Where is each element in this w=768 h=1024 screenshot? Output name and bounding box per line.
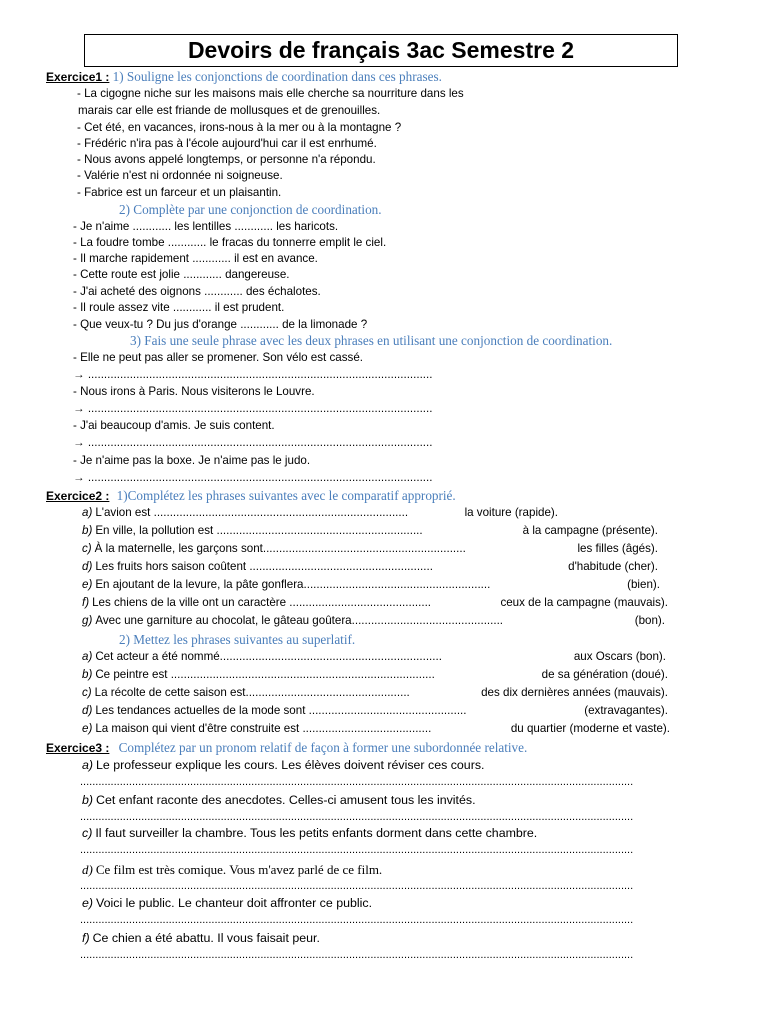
ex1-fill-sentence: - Que veux-tu ? Du jus d'orange ............ de la limonade ? <box>73 318 368 331</box>
superlative-item <box>82 667 435 682</box>
answer-dotted-line[interactable]: ..................................................................................................................................................................................... <box>80 880 634 892</box>
ex1-sentence: - Frédéric n'ira pas à l'école aujourd'hui car il est enrhumé. <box>77 137 377 150</box>
answer-dotted-line[interactable]: ..................................................................................................................................................................................... <box>80 949 634 961</box>
item-hint: la voiture (rapide). <box>464 506 558 519</box>
exercise1-instruction-1: 1) Souligne les conjonctions de coordination dans ces phrases. <box>112 69 442 84</box>
item-letter: a) <box>82 650 93 663</box>
superlative-item <box>82 649 442 664</box>
item-text: Voici le public. Le chanteur doit affronter ce public. <box>96 896 373 910</box>
answer-dotted-line[interactable]: ..................................................................................................................................................................................... <box>80 811 634 823</box>
item-letter: b) <box>82 668 93 681</box>
item-letter: e) <box>82 896 94 910</box>
item-letter: c) <box>82 686 92 699</box>
exercise2-instruction-1: 1)Complétez les phrases suivantes avec le comparatif approprié. <box>116 488 456 503</box>
ex1-sentence: - Valérie n'est ni ordonnée ni soigneuse. <box>77 169 283 182</box>
ex1-answer-line[interactable]: → ........................................................................................................... <box>73 436 433 449</box>
item-letter: d) <box>82 704 93 717</box>
comparative-item <box>82 505 408 520</box>
ex1-fill-sentence: - Il roule assez vite ............ il est prudent. <box>73 301 285 314</box>
ex1-sentence: - La cigogne niche sur les maisons mais elle cherche sa nourriture dans les <box>77 87 464 100</box>
exercise3-instruction: Complétez par un pronom relatif de façon à former une subordonnée relative. <box>118 740 528 755</box>
ex1-combine-sentence: - Nous irons à Paris. Nous visiterons le Louvre. <box>73 385 315 398</box>
answer-dotted-line[interactable]: ..................................................................................................................................................................................... <box>80 776 634 788</box>
item-letter: e) <box>82 722 93 735</box>
item-hint: des dix dernières années (mauvais). <box>481 686 668 699</box>
exercise1-instruction-2: 2) Complète par une conjonction de coordination. <box>119 202 382 217</box>
ex1-sentence: marais car elle est friande de mollusques et de grenouilles. <box>78 104 381 117</box>
exercise2-label: Exercice2 : <box>46 489 110 503</box>
exercise3-label: Exercice3 : <box>46 741 110 755</box>
item-text[interactable]: La maison qui vient d'être construite est ........................................ <box>95 722 432 735</box>
item-text[interactable]: Cet acteur a été nommé..................................................................... <box>95 650 442 663</box>
answer-dotted-line[interactable]: ..................................................................................................................................................................................... <box>80 844 634 856</box>
item-letter: e) <box>82 578 93 591</box>
item-text[interactable]: La récolte de cette saison est................................................... <box>94 686 410 699</box>
item-text[interactable]: Avec une garniture au chocolat, le gâteau goûtera............................................... <box>95 614 504 627</box>
superlative-item <box>82 721 431 736</box>
item-letter: c) <box>82 542 92 555</box>
item-text[interactable]: Ce peintre est .................................................................................. <box>95 668 435 681</box>
item-text[interactable]: Les tendances actuelles de la mode sont ................................................. <box>95 704 467 717</box>
item-hint: de sa génération (doué). <box>541 668 668 681</box>
ex1-combine-sentence: - Elle ne peut pas aller se promener. Son vélo est cassé. <box>73 351 364 364</box>
ex1-fill-sentence: - Il marche rapidement ............ il est en avance. <box>73 252 318 265</box>
relative-item <box>82 826 537 841</box>
item-letter: d) <box>82 862 93 877</box>
comparative-item <box>82 613 503 628</box>
superlative-item <box>82 703 466 718</box>
relative-item <box>82 793 476 808</box>
item-hint: (bien). <box>627 578 660 591</box>
ex1-sentence: - Nous avons appelé longtemps, or personne n'a répondu. <box>77 153 376 166</box>
item-letter: a) <box>82 506 93 519</box>
item-text: Le professeur explique les cours. Les élèves doivent réviser ces cours. <box>96 758 485 772</box>
item-text[interactable]: Les fruits hors saison coûtent ......................................................... <box>95 560 433 573</box>
item-text[interactable]: Les chiens de la ville ont un caractère ............................................ <box>92 596 432 609</box>
page-title: Devoirs de français 3ac Semestre 2 <box>84 34 678 67</box>
relative-item <box>82 896 372 911</box>
exercise1-instruction-3: 3) Fais une seule phrase avec les deux phrases en utilisant une conjonction de coordination. <box>130 333 613 348</box>
item-letter: c) <box>82 826 93 840</box>
superlative-item <box>82 685 410 700</box>
exercise1-label: Exercice1 : <box>46 70 110 84</box>
item-letter: d) <box>82 560 93 573</box>
ex1-sentence: - Cet été, en vacances, irons-nous à la mer ou à la montagne ? <box>77 121 402 134</box>
item-text: Il faut surveiller la chambre. Tous les petits enfants dorment dans cette chambre. <box>95 826 538 840</box>
ex1-answer-line[interactable]: → ........................................................................................................... <box>73 402 433 415</box>
item-letter: f) <box>82 596 90 609</box>
item-hint: ceux de la campagne (mauvais). <box>500 596 668 609</box>
item-text[interactable]: En ville, la pollution est ................................................................ <box>95 524 423 537</box>
item-text: Cet enfant raconte des anecdotes. Celles-ci amusent tous les invités. <box>96 793 476 807</box>
ex1-answer-line[interactable]: → ........................................................................................................... <box>73 368 433 381</box>
item-letter: f) <box>82 931 90 945</box>
ex1-fill-sentence: - J'ai acheté des oignons ............ des échalotes. <box>73 285 321 298</box>
answer-dotted-line[interactable]: ..................................................................................................................................................................................... <box>80 914 634 926</box>
ex1-answer-line[interactable]: → ........................................................................................................... <box>73 471 433 484</box>
item-text[interactable]: À la maternelle, les garçons sont............................................................... <box>94 542 466 555</box>
item-text[interactable]: L'avion est ............................................................................... <box>95 506 409 519</box>
exercise2-instruction-2: 2) Mettez les phrases suivantes au superlatif. <box>119 632 356 647</box>
exercise2-header <box>46 488 456 504</box>
item-hint: à la campagne (présente). <box>522 524 658 537</box>
item-letter: b) <box>82 524 93 537</box>
exercise1-header <box>46 69 442 85</box>
ex1-fill-sentence: - Cette route est jolie ............ dangereuse. <box>73 268 290 281</box>
item-hint: d'habitude (cher). <box>568 560 658 573</box>
item-hint: (extravagantes). <box>584 704 668 717</box>
item-hint: les filles (âgés). <box>577 542 658 555</box>
relative-item <box>82 931 320 946</box>
item-text[interactable]: En ajoutant de la levure, la pâte gonflera.......................................................... <box>95 578 491 591</box>
item-text: Ce chien a été abattu. Il vous faisait peur. <box>92 931 320 945</box>
comparative-item <box>82 577 490 592</box>
ex1-combine-sentence: - Je n'aime pas la boxe. Je n'aime pas le judo. <box>73 454 311 467</box>
item-hint: du quartier (moderne et vaste). <box>510 722 670 735</box>
exercise3-header <box>46 740 527 756</box>
item-text: Ce film est très comique. Vous m'avez parlé de ce film. <box>95 862 383 877</box>
ex1-fill-sentence: - Je n'aime ............ les lentilles ............ les haricots. <box>73 220 339 233</box>
item-letter: g) <box>82 614 93 627</box>
ex1-sentence: - Fabrice est un farceur et un plaisantin. <box>77 186 282 199</box>
item-letter: a) <box>82 758 94 772</box>
relative-item <box>82 758 484 773</box>
comparative-item <box>82 595 431 610</box>
item-hint: (bon). <box>634 614 665 627</box>
ex1-combine-sentence: - J'ai beaucoup d'amis. Je suis content. <box>73 419 275 432</box>
comparative-item <box>82 541 466 556</box>
comparative-item <box>82 559 433 574</box>
item-letter: b) <box>82 793 94 807</box>
item-hint: aux Oscars (bon). <box>573 650 666 663</box>
comparative-item <box>82 523 423 538</box>
ex1-fill-sentence: - La foudre tombe ............ le fracas du tonnerre emplit le ciel. <box>73 236 387 249</box>
relative-item <box>82 862 382 877</box>
